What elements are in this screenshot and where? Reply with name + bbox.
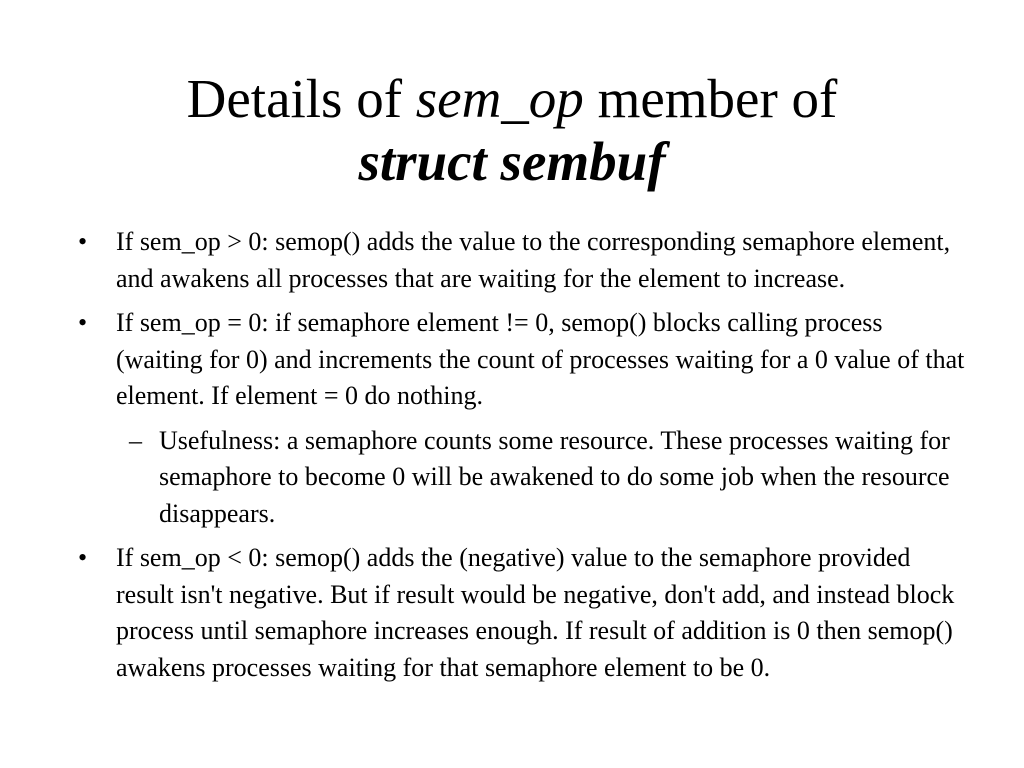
bullet-marker: • — [78, 543, 88, 572]
slide-body — [74, 224, 974, 694]
title-prefix: Details of — [186, 68, 416, 129]
title-suffix: member of — [583, 68, 838, 129]
bullet-text: If sem_op > 0: semop() adds the value to the corresponding semaphore element, and awakens all processes that are waiting for the element to increase. — [116, 227, 951, 293]
bullet-text: If sem_op < 0: semop() adds the (negative) value to the semaphore provided result isn't negative. But if result would be negative, don't add, and instead block process until semaphore increases enough. If result of addition is 0 then semop() awakens processes waiting for that semaphore element to be 0. — [116, 543, 955, 682]
title-line2: struct sembuf — [358, 131, 666, 192]
bullet-marker: • — [78, 308, 88, 337]
bullet-sem-op-negative — [74, 540, 974, 686]
bullet-sem-op-zero — [74, 305, 974, 415]
sub-bullet-marker: – — [129, 425, 142, 455]
bullet-sem-op-positive — [74, 224, 974, 297]
sub-bullet-text: Usefulness: a semaphore counts some resource. These processes waiting for semaphore to become 0 will be awakened to do some job when the resource disappears. — [159, 425, 950, 528]
sub-bullet-usefulness — [74, 423, 974, 533]
title-italic-term: sem_op — [415, 68, 584, 129]
slide-title — [40, 67, 984, 193]
bullet-marker: • — [78, 227, 88, 256]
bullet-text: If sem_op = 0: if semaphore element != 0, semop() blocks calling process (waiting for 0) and increments the count of processes waiting for a 0 value of that element. If element = 0 do nothing. — [116, 308, 965, 410]
